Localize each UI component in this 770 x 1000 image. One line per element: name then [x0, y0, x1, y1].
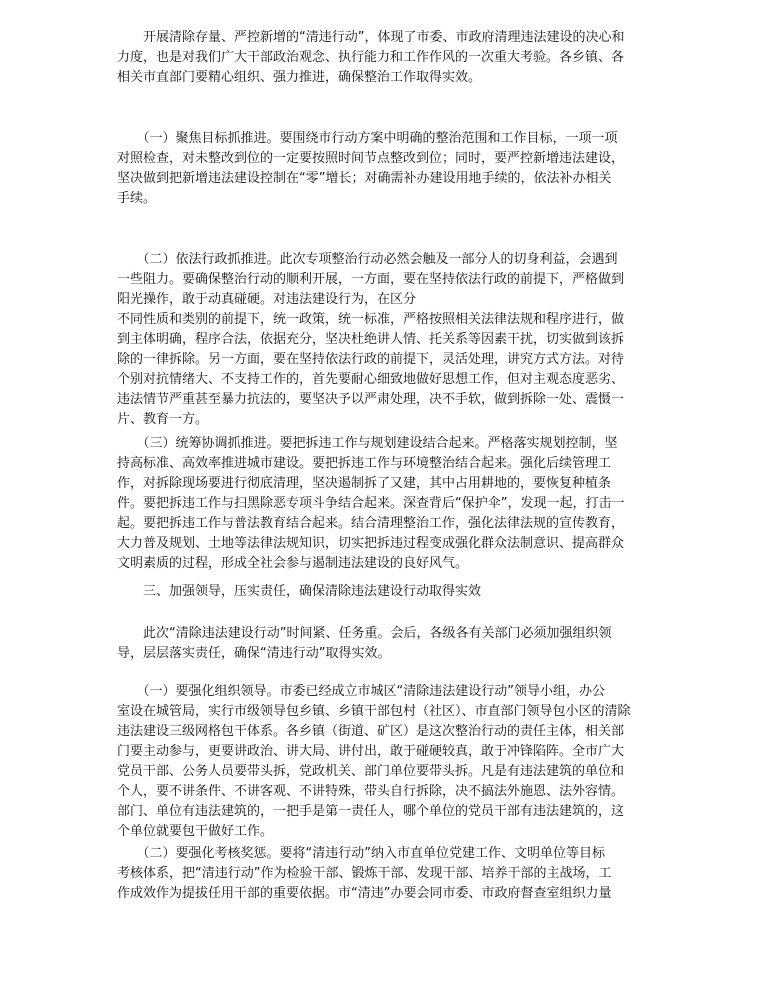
text-line: （二）要强化考核奖惩。要将“清违行动”纳入市直单位党建工作、文明单位等目标: [117, 846, 605, 861]
text-line: 个人，要不讲条件、不讲客观、不讲特殊，带头自行拆除，决不搞法外施恩、法外容情。: [117, 784, 625, 799]
text-line: 室设在城管局，实行市级领导包乡镇、乡镇干部包村（社区）、市直部门领导包小区的清除: [117, 704, 631, 719]
text-line: 导，层层落实责任，确保“清违行动”取得实效。: [117, 646, 391, 661]
text-line: 坚决做到把新增违法建设控制在“零”增长；对确需补办建设用地手续的，依法补办相关: [117, 171, 612, 186]
text-line: 起。要把拆违工作与普法教育结合起来。结合清理整治工作，强化法律法规的宣传教育，: [117, 516, 625, 531]
text-line: 阳光操作，敢于动真碰硬。对违法建设行为，在区分: [117, 292, 417, 307]
paragraph-intro: [117, 28, 657, 88]
text-line: 作成效作为提拔任用干部的重要依据。市“清违”办要会同市委、市政府督查室组织力量: [117, 886, 612, 901]
paragraph-organization-leadership: [117, 682, 657, 842]
text-line: 相关市直部门要精心组织、强力推进，确保整治工作取得实效。: [117, 70, 482, 85]
text-line: 片、教育一方。: [117, 412, 209, 427]
text-line: 门要主动参与，更要讲政治、讲大局、讲付出，敢于碰硬较真，敢于冲锋陷阵。全市广大: [117, 744, 625, 759]
text-line: 一些阻力。要确保整治行动的顺利开展，一方面，要在坚持依法行政的前提下，严格做到: [117, 272, 625, 287]
text-line: 除的一律拆除。另一方面，要在坚持依法行政的前提下，灵活处理，讲究方式方法。对待: [117, 352, 625, 367]
paragraph-lawful-administration: [117, 250, 657, 430]
text-line: 大力普及规划、土地等法律法规知识，切实把拆违过程变成强化群众法制意识、提高群众: [117, 536, 625, 551]
text-line: 到主体明确，程序合法，依据充分，坚决杜绝讲人情、托关系等因素干扰，切实做到该拆: [117, 332, 625, 347]
text-line: 不同性质和类别的前提下，统一政策，统一标准，严格按照相关法律法规和程序进行，做: [117, 312, 625, 327]
text-line: 对照检查，对未整改到位的一定要按照时间节点整改到位；同时，要严控新增违法建设，: [117, 151, 625, 166]
text-line: 手续。: [117, 191, 157, 206]
text-line: （二）依法行政抓推进。此次专项整治行动必然会触及一部分人的切身利益，会遇到: [117, 252, 618, 267]
paragraph-coordination: [117, 434, 657, 574]
text-line: 持高标准、高效率推进城市建设。要把拆违工作与环境整治结合起来。强化后续管理工: [117, 456, 612, 471]
text-line: 此次“清除违法建设行动”时间紧、任务重。会后，各级各有关部门必须加强组织领: [117, 626, 612, 641]
text-line: 文明素质的过程，形成全社会参与遏制违法建设的良好风气。: [117, 556, 469, 571]
text-line: （一）要强化组织领导。市委已经成立市城区“清除违法建设行动”领导小组，办公: [117, 684, 605, 699]
text-line: 违法建设三级网格包干体系。各乡镇（街道、矿区）是这次整治行动的责任主体，相关部: [117, 724, 625, 739]
text-line: 三、加强领导，压实责任，确保清除违法建设行动取得实效: [117, 584, 482, 599]
paragraph-focus-targets: [117, 129, 657, 209]
text-line: 件。要把拆违工作与扫黑除恶专项斗争结合起来。深查背后“保护伞”，发现一起，打击一: [117, 496, 625, 511]
text-line: 开展清除存量、严控新增的“清违行动”，体现了市委、市政府清理违法建设的决心和: [117, 30, 625, 45]
text-line: 考核体系，把“清违行动”作为检验干部、锻炼干部、发现干部、培养干部的主战场，工: [117, 866, 612, 881]
text-line: 力度，也是对我们广大干部政治观念、执行能力和工作作风的一次重大考验。各乡镇、各: [117, 50, 625, 65]
text-line: 党员干部、公务人员要带头拆，党政机关、部门单位要带头拆。凡是有违法建筑的单位和: [117, 764, 625, 779]
text-line: 作，对拆除现场要进行彻底清理，坚决遏制拆了又建，其中占用耕地的，要恢复种植条: [117, 476, 612, 491]
paragraph-assessment-rewards: [117, 844, 657, 904]
text-line: 个单位就要包干做好工作。: [117, 824, 274, 839]
text-line: 部门、单位有违法建筑的，一把手是第一责任人，哪个单位的党员干部有违法建筑的，这: [117, 804, 625, 819]
paragraph-section-three-intro: [117, 624, 657, 664]
text-line: 违法情节严重甚至暴力抗法的，要坚决予以严肃处理，决不手软，做到拆除一处、震慑一: [117, 392, 625, 407]
text-line: （三）统筹协调抓推进。要把拆违工作与规划建设结合起来。严格落实规划控制，坚: [117, 436, 618, 451]
text-line: 个别对抗情绪大、不支持工作的，首先要耐心细致地做好思想工作，但对主观态度恶劣、: [117, 372, 625, 387]
text-line: （一）聚焦目标抓推进。要围绕市行动方案中明确的整治范围和工作目标，一项一项: [117, 131, 618, 146]
section-heading-three: [117, 582, 657, 602]
